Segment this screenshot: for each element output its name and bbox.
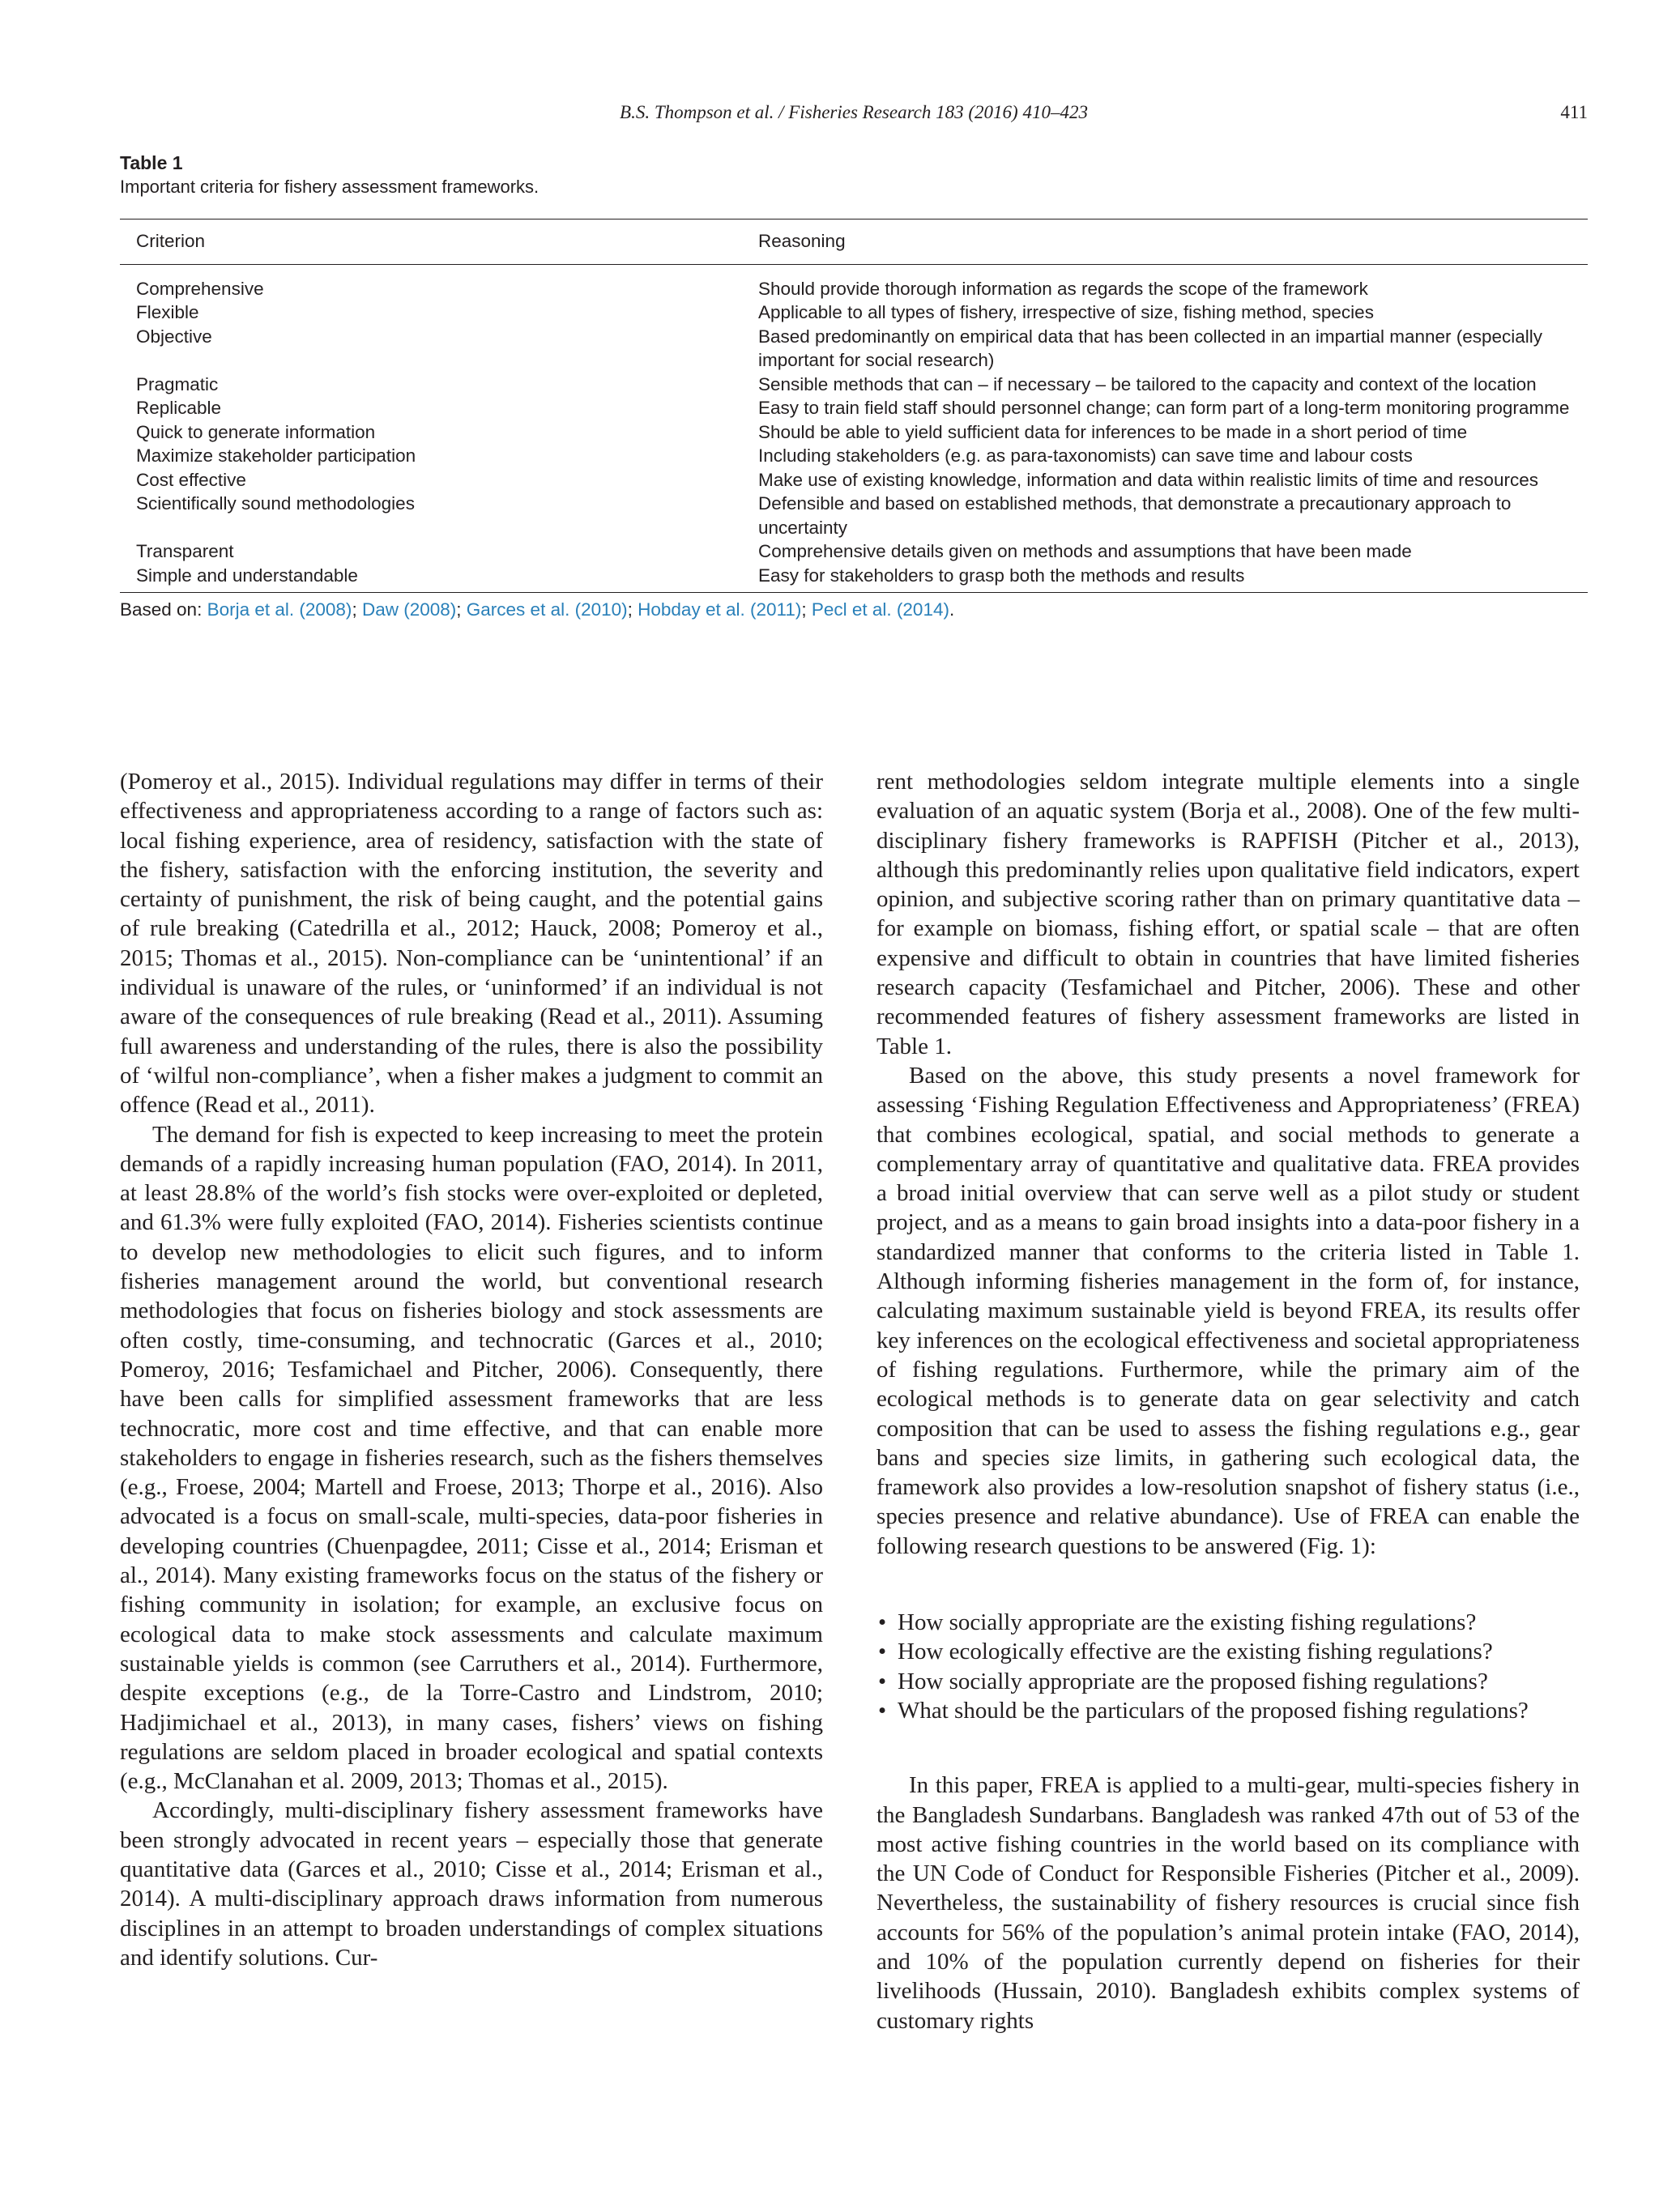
body-paragraph: Based on the above, this study presents a novel framework for assessing ‘Fishing Regulation Effectiveness and Appropriateness’ (FREA) that combines ecological, spatial, and social methods to generate a complementary array of quantitative and qualitative data. FREA provides a broad initial overview that can serve well as a pilot study or student project, and as a means to gain broad insights into a data-poor fishery in a standardized manner that conforms to the criteria listed in Table 1. Although informing fisheries management in the form of, for instance, calculating maximum sustainable yield is beyond FREA, its results offer key inferences on the ecological effectiveness and societal appropriateness of fishing regulations. Furthermore, while the primary aim of the ecological methods is to generate data on gear selectivity and catch composition that can be used to assess the fishing regulations e.g., gear bans and species size limits, in gathering such ecological data, the framework also provides a low-resolution snapshot of fishery status (i.e., species presence and relative abundance). Use of FREA can enable the following research questions to be answered (Fig. 1): [876, 1062, 1580, 1559]
criterion-cell: Replicable [136, 398, 222, 418]
table-row [120, 277, 1588, 301]
criteria-table [120, 219, 1588, 622]
table-header-row [120, 219, 1588, 264]
reference-link[interactable]: Hobday et al. (2011) [638, 599, 802, 620]
footnote-prefix: Based on: [120, 599, 207, 620]
criterion-cell: Flexible [136, 302, 199, 322]
reasoning-cell: Applicable to all types of fishery, irrespective of size, fishing method, species [758, 302, 1374, 322]
table-row [120, 492, 1588, 539]
table-row [120, 373, 1588, 397]
criterion-cell: Cost effective [136, 469, 246, 490]
table-row [120, 396, 1588, 420]
table-row [120, 539, 1588, 564]
column-header-criterion: Criterion [136, 231, 206, 251]
list-item: • How socially appropriate are the proposed fishing regulations? [876, 1667, 1580, 1696]
research-questions-list [876, 1608, 1580, 1725]
criterion-cell: Transparent [136, 541, 234, 561]
reference-link[interactable]: Borja et al. (2008) [207, 599, 352, 620]
table-row [120, 564, 1588, 588]
reasoning-cell: Sensible methods that can – if necessary – be tailored to the capacity and context of the location [758, 373, 1537, 394]
list-item: • What should be the particulars of the proposed fishing regulations? [876, 1696, 1580, 1725]
reasoning-cell: Easy for stakeholders to grasp both the methods and results [758, 565, 1245, 586]
list-item: • How ecologically effective are the existing fishing regulations? [876, 1637, 1580, 1666]
running-header [120, 100, 1588, 133]
body-column-right [876, 767, 1580, 2035]
table-row [120, 468, 1588, 492]
body-paragraph: (Pomeroy et al., 2015). Individual regulations may differ in terms of their effectiveness and appropriateness according to a range of factors such as: local fishing experience, area of residency, satisfaction with the state of the fishery, satisfaction with the enforcing institution, the severity and certainty of punishment, the risk of being caught, and the potential gains of rule breaking (Catedrilla et al., 2012; Hauck, 2008; Pomeroy et al., 2015; Thomas et al., 2015). Non-compliance can be ‘unintentional’ if an individual is unaware of the rules, or ‘uninformed’ if an individual is not aware of the consequences of rule breaking (Read et al., 2011). Assuming full awareness and understanding of the rules, there is also the possibility of ‘wilful non-compliance’, when a fisher makes a judgment to commit an offence (Read et al., 2011). [120, 769, 823, 1119]
criterion-cell: Simple and understandable [136, 565, 358, 586]
reasoning-cell: Make use of existing knowledge, information and data within realistic limits of time and resources [758, 469, 1538, 490]
table-body [120, 265, 1588, 593]
criterion-cell: Quick to generate information [136, 421, 376, 442]
reasoning-cell: Should provide thorough information as regards the scope of the framework [758, 278, 1368, 299]
reference-link[interactable]: Pecl et al. (2014) [811, 599, 949, 620]
criterion-cell: Maximize stakeholder participation [136, 445, 416, 466]
journal-citation: B.S. Thompson et al. / Fisheries Research 183 (2016) 410–423 [620, 102, 1088, 122]
criterion-cell: Objective [136, 326, 212, 347]
reasoning-cell: Comprehensive details given on methods and assumptions that have been made [758, 541, 1412, 561]
criterion-cell: Scientifically sound methodologies [136, 493, 415, 514]
table-row [120, 420, 1588, 445]
table-row [120, 325, 1588, 373]
table-row [120, 300, 1588, 325]
column-header-reasoning: Reasoning [758, 231, 846, 251]
body-column-left [120, 767, 823, 1972]
reasoning-cell: Should be able to yield sufficient data for inferences to be made in a short period of time [758, 421, 1468, 442]
page-number: 411 [1560, 102, 1588, 122]
reasoning-cell: Including stakeholders (e.g. as para-taxonomists) can save time and labour costs [758, 445, 1413, 466]
body-paragraph: The demand for fish is expected to keep increasing to meet the protein demands of a rapidly increasing human population (FAO, 2014). In 2011, at least 28.8% of the world’s fish stocks were over-exploited or depleted, and 61.3% were fully exploited (FAO, 2014). Fisheries scientists continue to develop new methodologies to elicit such figures, and to inform fisheries management around the world, but conventional research methodologies that focus on fisheries biology and stock assessments are often costly, time-consuming, and technocratic (Garces et al., 2010; Pomeroy, 2016; Tesfamichael and Pitcher, 2006). Consequently, there have been calls for simplified assessment frameworks that are less technocratic, more cost and time effective, and that can enable more stakeholders to engage in fisheries research, such as the fishers themselves (e.g., Froese, 2004; Martell and Froese, 2013; Thorpe et al., 2016). Also advocated is a focus on small-scale, multi-species, data-poor fisheries in developing countries (Chuenpagdee, 2011; Cisse et al., 2014; Erisman et al., 2014). Many existing frameworks focus on the status of the fishery or fishing community in isolation; for example, an exclusive focus on ecological data to make stock assessments and calculate maximum sustainable yields is common (see Carruthers et al., 2014). Furthermore, despite exceptions (e.g., de la Torre-Castro and Lindstrom, 2010; Hadjimichael et al., 2013), in many cases, fishers’ views on fishing regulations are seldom placed in broader ecological and spatial contexts (e.g., McClanahan et al. 2009, 2013; Thomas et al., 2015). [120, 1121, 823, 1795]
list-item: • How socially appropriate are the existing fishing regulations? [876, 1608, 1580, 1637]
body-paragraph: rent methodologies seldom integrate multiple elements into a single evaluation of an aquatic system (Borja et al., 2008). One of the few multi-disciplinary fishery frameworks is RAPFISH (Pitcher et al., 2013), although this predominantly relies upon qualitative field indicators, expert opinion, and subjective scoring rather than on primary quantitative data – for example on biomass, fishing effort, or spatial scale – that are often expensive and difficult to obtain in countries that have limited fisheries research capacity (Tesfamichael and Pitcher, 2006). These and other recommended features of fishery assessment frameworks are listed in Table 1. [876, 769, 1580, 1059]
reasoning-cell: Defensible and based on established methods, that demonstrate a precautionary approach to uncertainty [758, 493, 1512, 538]
reference-link[interactable]: Garces et al. (2010) [466, 599, 628, 620]
criterion-cell: Comprehensive [136, 278, 264, 299]
body-paragraph: Accordingly, multi-disciplinary fishery assessment frameworks have been strongly advocated in recent years – especially those that generate quantitative data (Garces et al., 2010; Cisse et al., 2014; Erisman et al., 2014). A multi-disciplinary approach draws information from numerous disciplines in an attempt to broaden understandings of complex situations and identify solutions. Cur- [120, 1797, 823, 1971]
table-footnote: Based on: Borja et al. (2008); Daw (2008); Garces et al. (2010); Hobday et al. (2011); Pecl et al. (2014). [120, 599, 955, 620]
reference-link[interactable]: Daw (2008) [361, 599, 457, 620]
table-row [120, 444, 1588, 468]
reasoning-cell: Easy to train field staff should personnel change; can form part of a long-term monitoring programme [758, 398, 1570, 418]
table-bottom-rule [120, 592, 1588, 593]
table-caption: Important criteria for fishery assessment frameworks. [120, 177, 539, 197]
body-paragraph: In this paper, FREA is applied to a multi-gear, multi-species fishery in the Bangladesh Sundarbans. Bangladesh was ranked 47th out of 53 of the most active fishing countries in the world based on its compliance with the UN Code of Conduct for Responsible Fisheries (Pitcher et al., 2009). Nevertheless, the sustainability of fishery resources is crucial since fish accounts for 56% of the population’s animal protein intake (FAO, 2014), and 10% of the population currently depend on fisheries for their livelihoods (Hussain, 2010). Bangladesh exhibits complex systems of customary rights [876, 1772, 1580, 2034]
table-1 [120, 151, 1588, 622]
table-label: Table 1 [120, 152, 183, 173]
reasoning-cell: Based predominantly on empirical data that has been collected in an impartial manner (especially important for social research) [758, 326, 1543, 370]
criterion-cell: Pragmatic [136, 373, 219, 394]
